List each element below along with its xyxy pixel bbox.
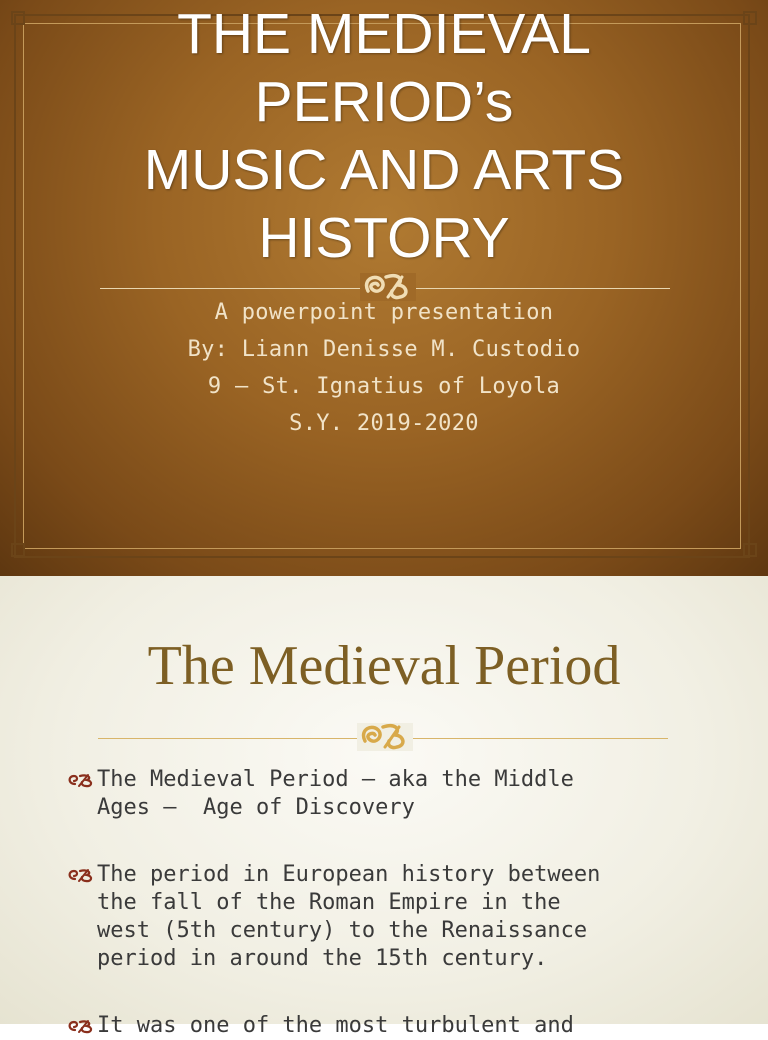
frame-corner — [743, 543, 757, 557]
bullet-text-line: It was one of the most turbulent and — [97, 1013, 574, 1038]
bullet-flourish-icon — [66, 867, 94, 883]
bullet-flourish-icon — [66, 1018, 94, 1034]
slide-title: The Medieval Period — [147, 635, 621, 697]
title-line: PERIOD’s — [254, 70, 514, 134]
bullet-item — [66, 766, 726, 822]
author-line: By: Liann Denisse M. Custodio — [187, 337, 581, 362]
bullet-item — [66, 1012, 726, 1040]
presentation-title — [0, 0, 768, 272]
bullet-item — [66, 861, 726, 973]
section-line: 9 – St. Ignatius of Loyola — [207, 374, 561, 399]
title-line: MUSIC AND ARTS — [143, 138, 625, 202]
bullet-text-line: period in around the 15th century. — [97, 946, 548, 971]
bullet-text-line: west (5th century) to the Renaissance — [97, 918, 588, 943]
bullet-text-line: The period in European history between — [97, 862, 601, 887]
title-line: THE MEDIEVAL — [177, 2, 591, 66]
title-line: HISTORY — [258, 206, 510, 270]
frame-corner — [11, 543, 25, 557]
bullet-flourish-icon — [66, 772, 94, 788]
subtitle-line: A powerpoint presentation — [214, 300, 554, 325]
scroll-flourish-icon — [355, 719, 415, 755]
bullet-text-line: The Medieval Period – aka the Middle — [97, 767, 574, 792]
content-slide — [0, 576, 768, 1038]
bullet-text-line: the fall of the Roman Empire in the — [97, 890, 561, 915]
school-year-line: S.Y. 2019-2020 — [289, 411, 479, 436]
bullet-text-line: Ages – Age of Discovery — [97, 795, 415, 820]
